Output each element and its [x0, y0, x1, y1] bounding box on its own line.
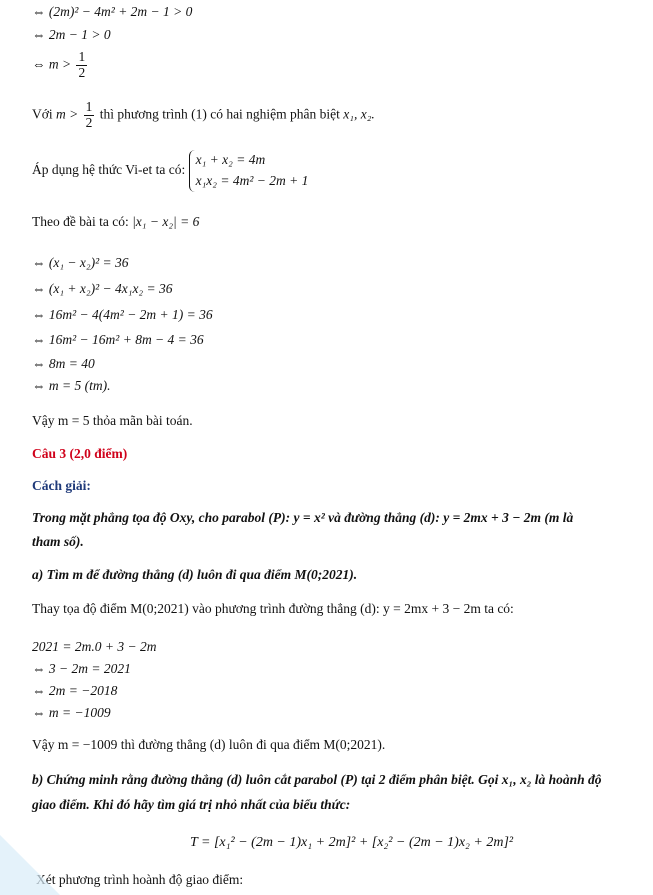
step-line: ⇔ 16m² − 4(4m² − 2m + 1) = 36 — [32, 307, 213, 322]
conclusion: Vậy m = −1009 thì đường thẳng (d) luôn đi qua điểm M(0;2021). — [32, 737, 386, 752]
roots-text: x₁, x₂. — [343, 106, 375, 122]
paragraph-condition — [32, 100, 375, 131]
decorative-corner — [0, 835, 60, 895]
fraction-numerator: 1 — [78, 49, 86, 64]
problem-statement: tham số). — [32, 534, 84, 549]
part-b-heading: giao điểm. Khi đó hãy tìm giá trị nhỏ nhất của biểu thức: — [32, 797, 351, 812]
vieta-system — [189, 150, 309, 192]
step-line: ⇔ 16m² − 16m² + 8m − 4 = 36 — [32, 332, 204, 347]
step-line: ⇔ (2m)² − 4m² + 2m − 1 > 0 — [32, 4, 193, 19]
expression-T: T = [x₁² − (2m − 1)x₁ + 2m]² + [x₂² − (2m − 1)x₂ + 2m]² — [190, 835, 514, 850]
step-line: ⇔ (x₁ + x₂)² − 4x₁x₂ = 36 — [32, 281, 173, 296]
part-a-heading: a) Tìm m để đường thẳng (d) luôn đi qua điểm M(0;2021). — [32, 567, 358, 582]
conclusion: Vậy m = 5 thỏa mãn bài toán. — [32, 413, 193, 428]
inequality-text: m > — [56, 106, 79, 122]
substitution-text: Thay tọa độ điểm M(0;2021) vào phương trình đường thẳng (d): y = 2mx + 3 − 2m ta có: — [32, 601, 514, 616]
fraction-numerator: 1 — [85, 99, 93, 114]
question-heading: Câu 3 (2,0 điểm) — [32, 446, 128, 461]
step-line — [32, 50, 89, 81]
step-line: ⇔ 2m = −2018 — [32, 683, 118, 698]
vieta-paragraph — [32, 150, 308, 192]
part-b-heading: b) Chứng minh rằng đường thẳng (d) luôn cắt parabol (P) tại 2 điểm phân biệt. Gọi x₁, x₂ là hoành độ — [32, 772, 602, 787]
step-line: ⇔ 8m = 40 — [32, 356, 95, 371]
vieta-product: x₁x₂ = 4m² − 2m + 1 — [195, 172, 309, 188]
vieta-sum: x₁ + x₂ = 4m — [195, 152, 266, 167]
solution-heading: Cách giải: — [32, 478, 91, 493]
intersection-text: Xét phương trình hoành độ giao điểm: — [36, 872, 244, 887]
fraction-denominator: 2 — [78, 64, 86, 80]
text: Áp dụng hệ thức Vi-et ta có: — [32, 162, 186, 178]
step-line: ⇔ m = 5 (tm). — [32, 378, 111, 393]
text: Theo đề bài ta có: — [32, 214, 129, 229]
fraction-half — [84, 100, 95, 131]
text: thì phương trình (1) có hai nghiệm phân biệt — [99, 106, 340, 122]
problem-statement: Trong mặt phẳng tọa độ Oxy, cho parabol (P): y = x² và đường thẳng (d): y = 2mx + 3 − 2m (m là — [32, 510, 574, 525]
step-line: 2021 = 2m.0 + 3 − 2m — [32, 639, 157, 654]
step-line: ⇔ (x₁ − x₂)² = 36 — [32, 255, 129, 270]
inequality-text: ⇔ m > — [32, 56, 72, 72]
given-condition — [32, 214, 199, 230]
text: Với — [32, 106, 53, 122]
equation: |x₁ − x₂| = 6 — [132, 214, 200, 229]
step-line: ⇔ 2m − 1 > 0 — [32, 27, 111, 42]
step-line: ⇔ m = −1009 — [32, 705, 111, 720]
fraction-denominator: 2 — [85, 114, 93, 130]
fraction-half — [76, 50, 87, 81]
step-line: ⇔ 3 − 2m = 2021 — [32, 661, 131, 676]
